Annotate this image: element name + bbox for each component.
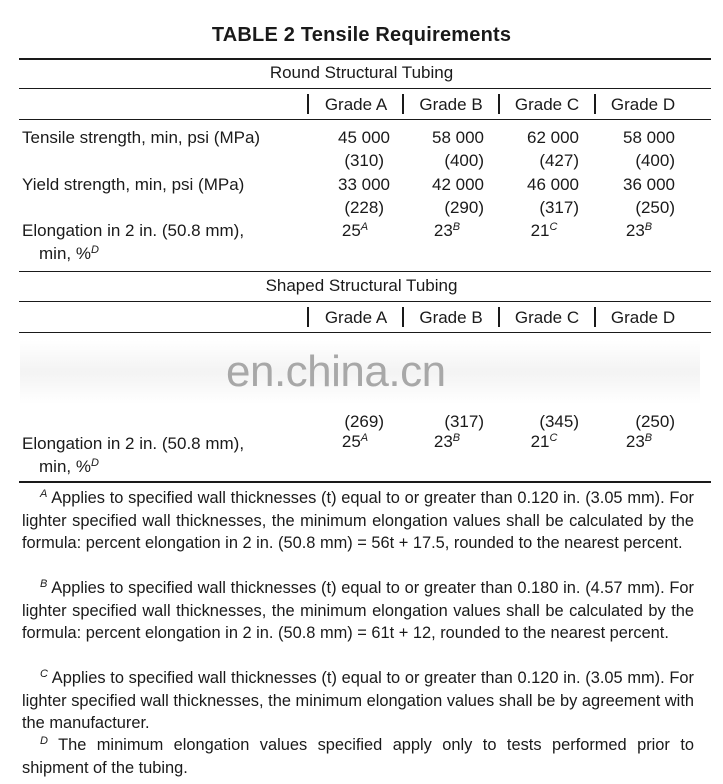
value: 23 [433, 221, 453, 240]
footnote-ref: A [360, 432, 369, 444]
value: 23 [433, 432, 453, 451]
column-divider [307, 94, 309, 114]
round-yield-psi-a: 33 000 [338, 175, 390, 194]
column-divider [498, 94, 500, 114]
round-tensile-psi-c: 62 000 [527, 128, 579, 147]
watermark: en.china.cn [226, 347, 446, 396]
footnote-ref: C [549, 221, 558, 233]
shaped-yield-mpa-b: (317) [444, 412, 484, 431]
shaped-section-title: Shaped Structural Tubing [265, 276, 458, 295]
round-yield-label: Yield strength, min, psi (MPa) [22, 175, 245, 194]
footnote-ref: C [549, 432, 558, 444]
footnote-mark: D [40, 735, 48, 747]
shaped-yield-mpa-a: (269) [344, 412, 384, 431]
round-section-title: Round Structural Tubing [269, 63, 454, 82]
rule [19, 119, 711, 120]
shaped-elongation-a [310, 430, 400, 453]
shaped-elongation-label-line1: Elongation in 2 in. (50.8 mm), [22, 434, 245, 453]
round-yield-mpa-c: (317) [539, 198, 579, 217]
column-divider [594, 307, 596, 327]
footnote-mark: B [40, 578, 48, 590]
header-grade-d: Grade D [610, 95, 676, 114]
round-tensile-mpa-a: (310) [344, 151, 384, 170]
rule [19, 88, 711, 89]
shaped-elongation-d [594, 430, 684, 453]
footnote-ref: B [452, 221, 461, 233]
footnote-text: Applies to specified wall thicknesses (t) equal to or greater than 0.120 in. (3.05 mm). For lighter specified wall thicknesses, the minimum elongation values shall be by agreement with the manufacturer. [22, 669, 694, 732]
footnote-mark: C [40, 668, 48, 680]
header-grade-b: Grade B [419, 308, 483, 327]
round-yield-mpa-b: (290) [444, 198, 484, 217]
round-elongation-label [22, 219, 244, 265]
round-elongation-d [594, 219, 684, 242]
value: 25 [341, 221, 361, 240]
round-tensile-mpa-b: (400) [444, 151, 484, 170]
footnote-text: Applies to specified wall thicknesses (t) equal to or greater than 0.120 in. (3.05 mm). For lighter specified wall thicknesses, the minimum elongation values shall be calculated by the formula: percent elongation in 2 in. (50.8 mm) = 56t + 17.5, rounded to the nearest percent. [22, 489, 694, 552]
column-divider [402, 307, 404, 327]
round-tensile-psi-a: 45 000 [338, 128, 390, 147]
footnote-c [22, 667, 694, 735]
footnote-ref: B [644, 432, 653, 444]
column-divider [594, 94, 596, 114]
value: 21 [530, 221, 550, 240]
header-grade-c: Grade C [514, 95, 580, 114]
footnote-ref: A [360, 221, 369, 233]
round-tensile-mpa-c: (427) [539, 151, 579, 170]
rule [19, 332, 711, 333]
round-elongation-b [402, 219, 492, 242]
header-grade-a: Grade A [324, 95, 388, 114]
round-tensile-label: Tensile strength, min, psi (MPa) [22, 128, 261, 147]
footnote-b [22, 577, 694, 645]
value: 23 [625, 432, 645, 451]
value: 21 [530, 432, 550, 451]
bottom-rule [19, 481, 711, 483]
round-yield-psi-b: 42 000 [432, 175, 484, 194]
round-yield-psi-d: 36 000 [623, 175, 675, 194]
header-grade-b: Grade B [419, 95, 483, 114]
header-grade-c: Grade C [514, 308, 580, 327]
shaped-elongation-c [499, 430, 589, 453]
rule [19, 271, 711, 272]
shaped-elongation-label-line2: min, % [39, 457, 91, 476]
footnote-mark: A [40, 488, 48, 500]
round-yield-psi-c: 46 000 [527, 175, 579, 194]
column-divider [402, 94, 404, 114]
rule [19, 301, 711, 302]
column-divider [498, 307, 500, 327]
value: 23 [625, 221, 645, 240]
footnote-text: Applies to specified wall thicknesses (t) equal to or greater than 0.180 in. (4.57 mm). For lighter specified wall thicknesses, the minimum elongation values shall be calculated by the formula: percent elongation in 2 in. (50.8 mm) = 61t + 12, rounded to the nearest percent. [22, 579, 694, 642]
round-tensile-mpa-d: (400) [635, 151, 675, 170]
round-yield-mpa-a: (228) [344, 198, 384, 217]
shaped-elongation-label-sup: D [90, 457, 99, 469]
shaped-yield-mpa-d: (250) [635, 412, 675, 431]
column-divider [307, 307, 309, 327]
footnote-a [22, 487, 694, 555]
footnote-d [22, 734, 694, 779]
shaped-elongation-label [22, 432, 244, 478]
round-elongation-c [499, 219, 589, 242]
round-tensile-psi-b: 58 000 [432, 128, 484, 147]
value: 25 [341, 432, 361, 451]
round-elongation-label-sup: D [90, 244, 99, 256]
footnote-ref: B [644, 221, 653, 233]
shaped-elongation-b [402, 430, 492, 453]
header-grade-d: Grade D [610, 308, 676, 327]
shaped-yield-mpa-c: (345) [539, 412, 579, 431]
footnote-text: The minimum elongation values specified apply only to tests performed prior to shipment of the tubing. [22, 736, 694, 777]
round-tensile-psi-d: 58 000 [623, 128, 675, 147]
round-elongation-label-line1: Elongation in 2 in. (50.8 mm), [22, 221, 245, 240]
table-title: TABLE 2 Tensile Requirements [211, 24, 512, 46]
round-elongation-a [310, 219, 400, 242]
round-yield-mpa-d: (250) [635, 198, 675, 217]
footnote-ref: B [452, 432, 461, 444]
top-rule [19, 58, 711, 60]
header-grade-a: Grade A [324, 308, 388, 327]
round-elongation-label-line2: min, % [39, 244, 91, 263]
